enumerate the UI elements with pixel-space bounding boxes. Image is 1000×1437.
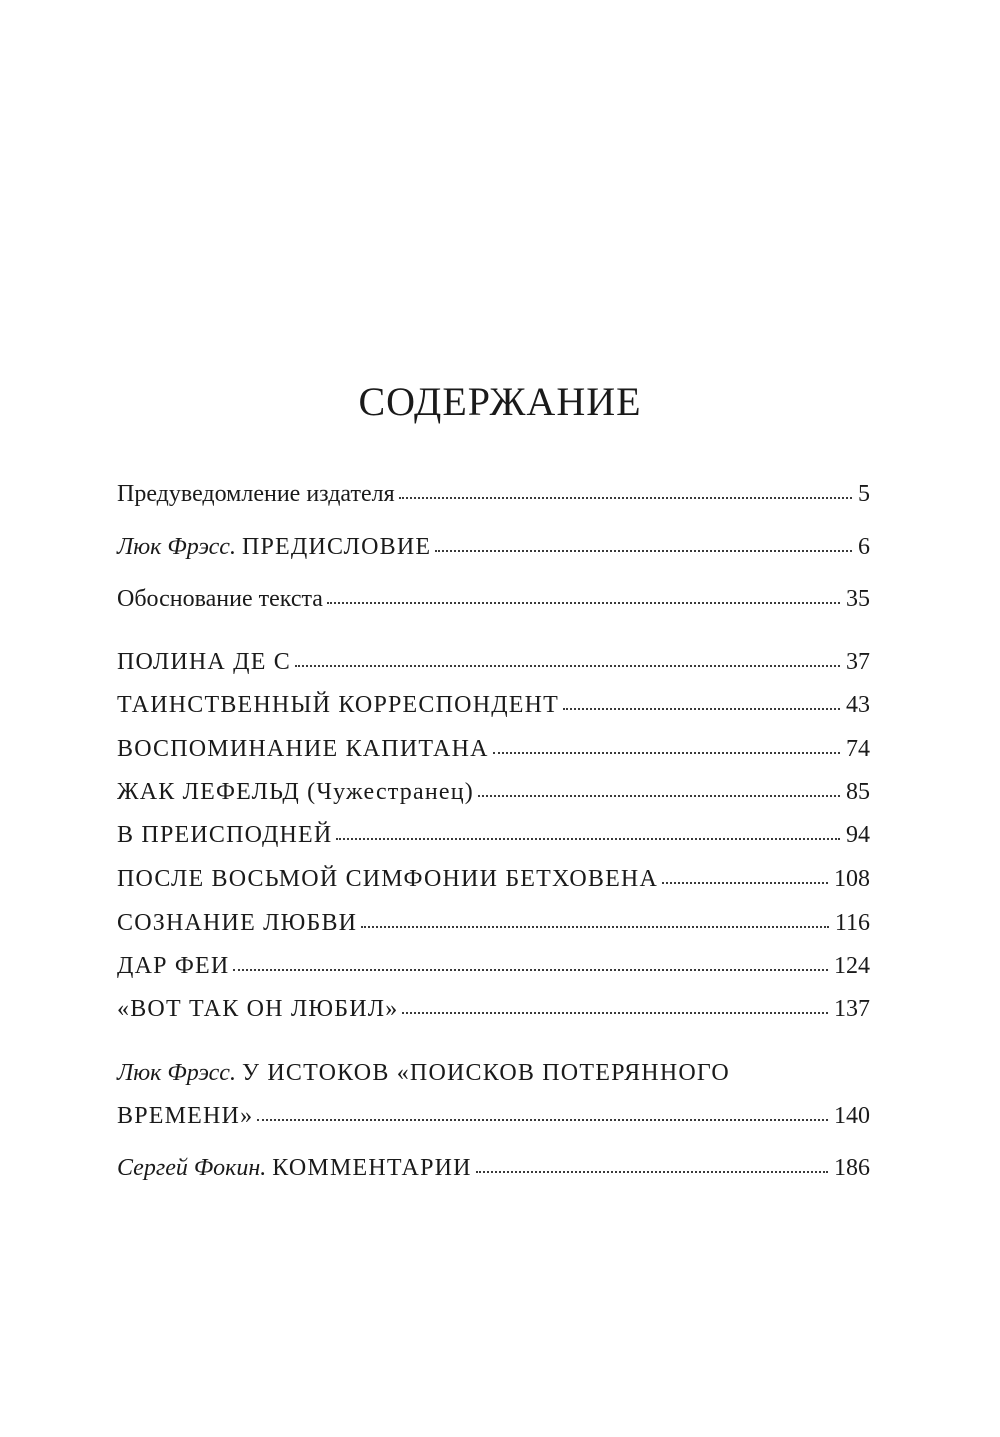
toc-entry-label: «ВОТ ТАК ОН ЛЮБИЛ» xyxy=(117,996,399,1022)
toc-entry-page: 186 xyxy=(834,1155,870,1181)
toc-entry[interactable] xyxy=(117,1156,870,1180)
toc-entry-label: В ПРЕИСПОДНЕЙ xyxy=(117,822,333,848)
toc-entry[interactable] xyxy=(117,650,870,674)
toc-entry-label: ДАР ФЕИ xyxy=(117,953,230,979)
toc-entry-label: СОЗНАНИЕ ЛЮБВИ xyxy=(117,910,358,936)
toc-entry[interactable] xyxy=(117,867,870,891)
dot-leader xyxy=(476,1171,828,1173)
toc-entry-page: 43 xyxy=(846,692,870,718)
toc-entry-label-continued: ВРЕМЕНИ» xyxy=(117,1103,254,1129)
toc-entry[interactable] xyxy=(117,482,870,506)
toc-entry[interactable] xyxy=(117,587,870,611)
toc-entry[interactable] xyxy=(117,535,870,559)
toc-entry-page: 124 xyxy=(834,953,870,979)
toc-entry-page: 116 xyxy=(834,910,870,936)
dot-leader xyxy=(327,602,840,604)
toc-entry-page: 137 xyxy=(834,996,870,1022)
dot-leader xyxy=(257,1119,828,1121)
dot-leader xyxy=(493,752,840,754)
toc-entry-page: 37 xyxy=(846,649,870,675)
toc-entry[interactable] xyxy=(117,954,870,978)
toc-entry-label: ПОСЛЕ ВОСЬМОЙ СИМФОНИИ БЕТХОВЕНА xyxy=(117,866,658,892)
toc-entry-label: Обоснование текста xyxy=(117,586,323,612)
dot-leader xyxy=(233,969,828,971)
toc-entry-label: ПРЕДИСЛОВИЕ xyxy=(241,534,432,560)
toc-entry[interactable] xyxy=(117,737,870,761)
dot-leader xyxy=(399,497,852,499)
toc-entry-page: 6 xyxy=(858,534,870,560)
toc-entry[interactable] xyxy=(117,997,870,1021)
toc-entry-page: 94 xyxy=(846,822,870,848)
toc-entry-label: Предуведомление издателя xyxy=(117,481,395,507)
page-title: СОДЕРЖАНИЕ xyxy=(358,379,642,424)
toc-entry-page: 108 xyxy=(834,866,870,892)
toc-entry-page: 5 xyxy=(858,481,870,507)
dot-leader xyxy=(435,550,852,552)
toc-entry-page: 140 xyxy=(834,1103,870,1129)
toc-entry[interactable] xyxy=(117,911,870,935)
toc-entry[interactable] xyxy=(117,823,870,847)
toc-entry-page: 35 xyxy=(846,586,870,612)
dot-leader xyxy=(336,838,840,840)
toc-entry-page: 85 xyxy=(846,779,870,805)
toc-entry-label: ТАИНСТВЕННЫЙ КОРРЕСПОНДЕНТ xyxy=(117,692,560,718)
toc-entry-author: Люк Фрэсс. xyxy=(117,1060,236,1086)
dot-leader xyxy=(295,665,840,667)
dot-leader xyxy=(361,926,829,928)
toc-entry-label: У ИСТОКОВ «ПОИСКОВ ПОТЕРЯННОГО xyxy=(241,1060,730,1086)
toc-entry-page: 74 xyxy=(846,736,870,762)
dot-leader xyxy=(563,708,840,710)
toc-entry-label: ПОЛИНА ДЕ С xyxy=(117,649,291,675)
toc-entry-label: ВОСПОМИНАНИЕ КАПИТАНА xyxy=(117,736,489,762)
dot-leader xyxy=(478,795,840,797)
toc-entry[interactable] xyxy=(117,693,870,717)
toc-entry-label: ЖАК ЛЕФЕЛЬД (Чужестранец) xyxy=(117,779,474,805)
toc-entry[interactable] xyxy=(117,1104,870,1128)
toc-entry-label: КОММЕНТАРИИ xyxy=(272,1155,472,1181)
toc-entry-first-line[interactable] xyxy=(117,1061,730,1085)
dot-leader xyxy=(402,1012,828,1014)
dot-leader xyxy=(662,882,828,884)
toc-entry[interactable] xyxy=(117,780,870,804)
toc-entry-author: Люк Фрэсс. xyxy=(117,534,236,560)
toc-entry-author: Сергей Фокин. xyxy=(117,1155,267,1181)
